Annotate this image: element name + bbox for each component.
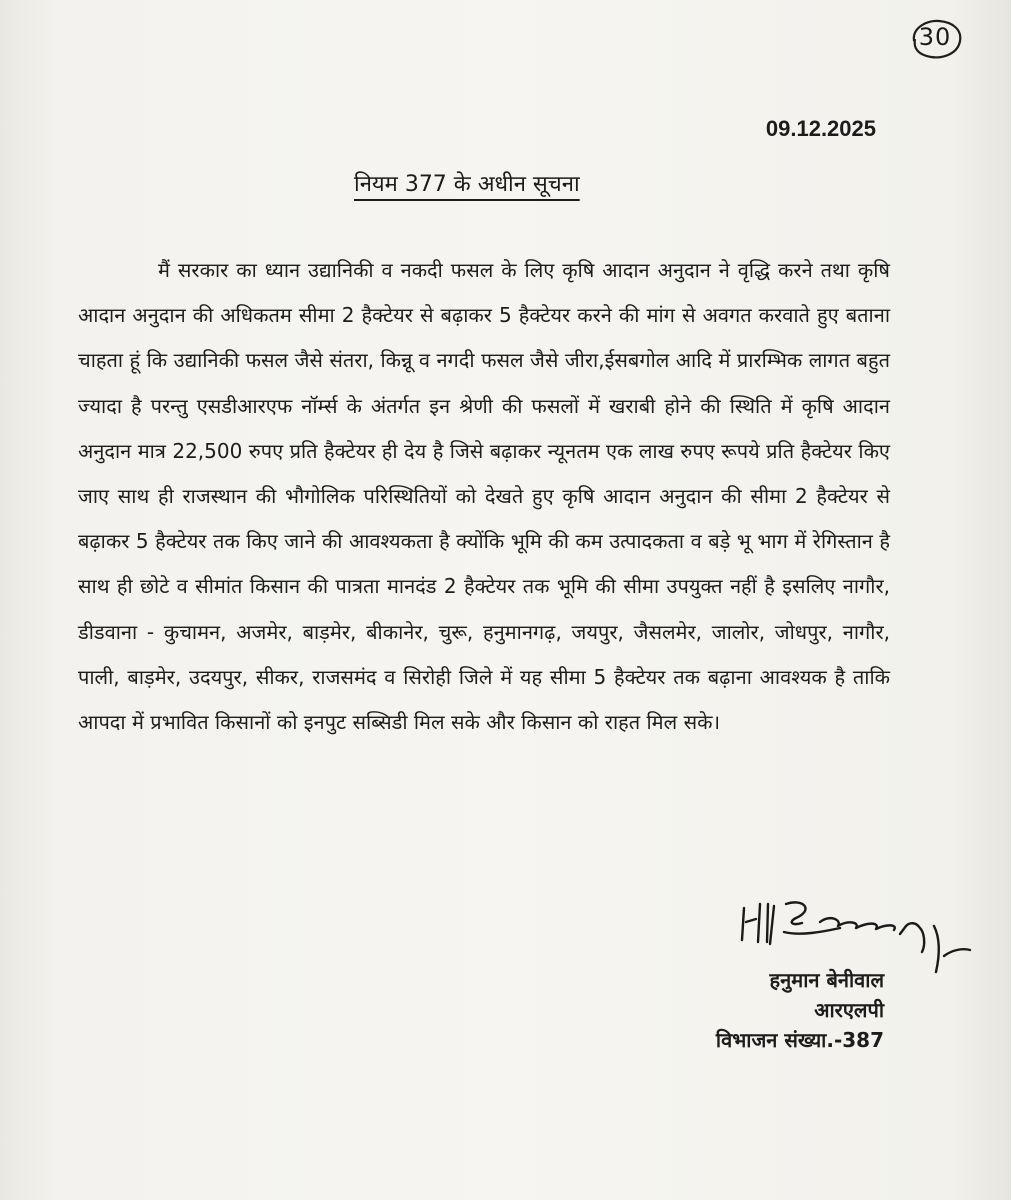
signatory-name: हनुमान बेनीवाल	[769, 968, 884, 992]
page-number-stamp	[906, 17, 964, 61]
document-date: 09.12.2025	[765, 116, 876, 141]
notice-body: मैं सरकार का ध्यान उद्यानिकी व नकदी फसल के लिए कृषि आदान अनुदान ने वृद्धि करने तथा कृषि आदान अनुदान की अधिकतम सीमा 2 हैक्टेयर से बढ़ाकर 5 हैक्टेयर करने की मांग से अवगत करवाते हुए बताना चाहता हूं कि उद्यानिकी फसल जैसे संतरा, किन्नू व नगदी फसल जैसे जीरा,ईसबगोल आदि में प्रारम्भिक लागत बहुत ज्यादा है परन्तु एसडीआरएफ नॉर्म्स के अंतर्गत इन श्रेणी की फसलों में खराबी होने की स्थिति में कृषि आदान अनुदान मात्र 22,500 रुपए प्रति हैक्टेयर ही देय है जिसे बढ़ाकर न्यूनतम एक लाख रुपए रूपये प्रति हैक्टेयर किए जाए साथ ही राजस्थान की भौगोलिक परिस्थितियों को देखते हुए कृषि आदान अनुदान की सीमा 2 हैक्टेयर से बढ़ाकर 5 हैक्टेयर तक किए जाने की आवश्यकता है क्योंकि भूमि की कम उत्पादकता व बड़े भू भाग में रेगिस्तान है साथ ही छोटे व सीमांत किसान की पात्रता मानदंड 2 हैक्टेयर तक भूमि की सीमा उपयुक्त नहीं है इसलिए नागौर, डीडवाना - कुचामन, अजमेर, बाड़मेर, बीकानेर, चुरू, हनुमानगढ़, जयपुर, जैसलमेर, जालोर, जोधपुर, नागौर, पाली, बाड़मेर, उदयपुर, सीकर, राजसमंद व सिरोही जिले में यह सीमा 5 हैक्टेयर तक बढ़ाना आवश्यक है ताकि आपदा में प्रभावित किसानों को इनपुट सब्सिडी मिल सके और किसान को राहत मिल सके।	[78, 258, 890, 735]
signatory-division: विभाजन संख्या.-387	[715, 1028, 884, 1052]
document-title: नियम 377 के अधीन सूचना	[354, 172, 580, 197]
page-number-text: 30	[918, 23, 952, 51]
signatory-party: आरएलपी	[814, 998, 884, 1022]
signatory-block	[600, 965, 884, 1055]
